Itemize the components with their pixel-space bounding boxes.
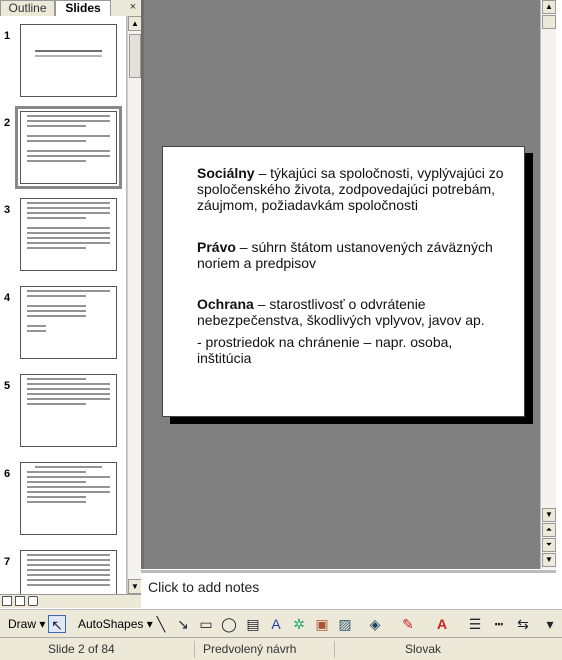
definition-socialny[interactable]: [197, 165, 507, 213]
drawing-toolbar: [0, 609, 562, 637]
notes-placeholder: Click to add notes: [148, 579, 260, 595]
tab-outline[interactable]: Outline: [0, 0, 55, 16]
autoshapes-label: AutoShapes: [78, 617, 144, 631]
next-slide-icon[interactable]: ⏷: [542, 538, 556, 552]
previous-slide-icon[interactable]: ⏶: [542, 523, 556, 537]
autoshapes-menu-button[interactable]: AutoShapes ▾: [78, 617, 153, 631]
scroll-down-icon[interactable]: ▼: [542, 508, 556, 522]
text-box-icon[interactable]: ▤: [246, 616, 260, 632]
status-language: Slovak: [334, 641, 524, 658]
draw-menu-button[interactable]: Draw ▾: [8, 617, 46, 631]
definition-pravo[interactable]: [197, 239, 507, 271]
thumbnail-number: 6: [4, 468, 11, 480]
thumbnail-number: 1: [4, 30, 11, 42]
slide-sorter-view-icon[interactable]: [15, 596, 25, 606]
wordart-icon[interactable]: A: [271, 616, 281, 632]
status-slide-number: Slide 2 of 84: [48, 642, 115, 656]
status-design-name: Predvolený návrh: [194, 641, 296, 658]
picture-icon[interactable]: ▨: [338, 616, 352, 632]
select-pointer-icon[interactable]: ↖: [48, 615, 66, 633]
normal-view-icon[interactable]: [2, 596, 12, 606]
pane-tabs: [0, 0, 141, 16]
scroll-up-icon[interactable]: ▲: [542, 0, 556, 14]
toolbar-options-icon[interactable]: ▾: [546, 616, 554, 632]
scroll-down-icon[interactable]: ▼: [542, 553, 556, 567]
notes-pane[interactable]: [141, 570, 556, 608]
tab-slides[interactable]: Slides: [55, 0, 111, 16]
slide-thumbnail-2[interactable]: [20, 111, 117, 184]
scroll-thumb[interactable]: [129, 34, 141, 78]
definition-text: – súhrn štátom ustanovených záväzných noriem a predpisov: [197, 239, 493, 271]
thumbnail-number: 3: [4, 204, 11, 216]
status-bar: [0, 637, 562, 660]
current-slide[interactable]: [162, 146, 525, 417]
fill-color-icon[interactable]: ◈: [369, 616, 381, 632]
font-color-icon[interactable]: A: [436, 616, 448, 632]
definition-text: – týkajúci sa spoločnosti, vyplývajúci zo spoločenského života, zodpovedajúci potrebám, záujmom, požiadavkám spoločnosti: [197, 165, 504, 213]
slide-thumbnail-1[interactable]: [20, 24, 117, 97]
line-style-icon[interactable]: ☰: [468, 616, 482, 632]
arrow-icon[interactable]: ↘: [177, 616, 189, 632]
rectangle-icon[interactable]: ▭: [199, 616, 213, 632]
slide-scrollbar[interactable]: [540, 0, 556, 569]
clip-art-icon[interactable]: ▣: [315, 616, 329, 632]
slide-thumbnail-6[interactable]: [20, 462, 117, 535]
thumbnail-number: 5: [4, 380, 11, 392]
slide-thumbnail-7[interactable]: [20, 550, 117, 594]
thumbnail-scrollbar[interactable]: [127, 16, 141, 594]
thumbnail-number: 7: [4, 556, 11, 568]
arrow-style-icon[interactable]: ⇆: [517, 616, 529, 632]
thumbnail-number: 4: [4, 292, 11, 304]
scroll-down-icon[interactable]: ▼: [128, 579, 142, 594]
definition-extra[interactable]: - prostriedok na chránenie – napr. osoba, inštitúcia: [197, 334, 453, 366]
term-bold: Ochrana: [197, 296, 254, 312]
slide-show-icon[interactable]: [28, 596, 38, 606]
diagram-icon[interactable]: ✲: [293, 616, 305, 632]
scroll-thumb[interactable]: [542, 15, 556, 29]
line-icon[interactable]: ╲: [156, 616, 166, 632]
term-bold: Sociálny: [197, 165, 255, 181]
slide-thumbnail-pane: [0, 16, 127, 594]
slide-thumbnail-4[interactable]: [20, 286, 117, 359]
definition-ochrana[interactable]: [197, 296, 507, 328]
term-bold: Právo: [197, 239, 236, 255]
close-pane-icon[interactable]: ×: [129, 1, 137, 13]
thumbnail-number: 2: [4, 117, 11, 129]
draw-label: Draw: [8, 617, 37, 631]
dash-style-icon[interactable]: ┅: [494, 616, 504, 632]
slide-thumbnail-3[interactable]: [20, 198, 117, 271]
line-color-icon[interactable]: ✎: [402, 616, 414, 632]
definition-text: – starostlivosť o odvrátenie nebezpečenstva, škodlivých vplyvov, javov ap.: [197, 296, 485, 328]
view-buttons: [0, 594, 141, 608]
scroll-up-icon[interactable]: ▲: [128, 16, 142, 31]
oval-icon[interactable]: ◯: [221, 616, 237, 632]
slide-thumbnail-5[interactable]: [20, 374, 117, 447]
